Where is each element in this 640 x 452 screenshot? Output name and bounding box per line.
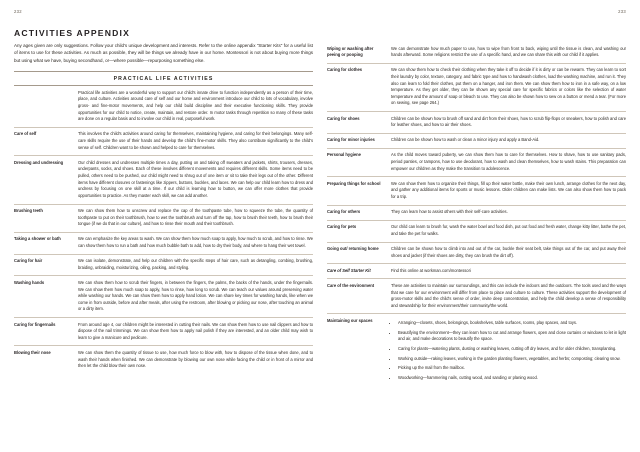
table-row (327, 42, 626, 63)
table-row (14, 254, 313, 276)
left-activities-table (14, 86, 313, 374)
table-row (14, 204, 313, 232)
table-row (14, 276, 313, 318)
folio-right: 233 (618, 9, 626, 14)
folio-left: 232 (14, 9, 22, 14)
activity-description (78, 86, 313, 127)
activity-description (78, 204, 313, 232)
activity-description (78, 232, 313, 254)
activity-label: Personal hygiene (327, 148, 391, 176)
activity-label: Going out/ returning home (327, 242, 391, 264)
activity-label: Care of the environment (327, 279, 391, 314)
activity-paragraph: Children can be shown how to brush off sand and dirt from their shoes, how to scrub flip-flops or sneakers, how to polish and care for leather shoes, and how to air their shoes. (391, 115, 626, 128)
activity-description (391, 264, 626, 279)
table-row (327, 205, 626, 220)
activity-description (391, 133, 626, 148)
activity-label: Caring for shoes (327, 112, 391, 134)
page-title: ACTIVITIES APPENDIX (14, 28, 131, 38)
activity-paragraph: We can show them how to unscrew and replace the cap of the toothpaste tube, how to squeeze the tube, the quantity of toothpaste to put on their toothbrush, how to wet the toothbrush and turn off the tap, how to brush their teeth, how to brush their tongue (if we do that in our culture), and how to rinse their mouth and their toothbrush. (78, 208, 313, 227)
activity-label: Caring for fingernails (14, 318, 78, 346)
page-columns (14, 42, 626, 438)
table-row (14, 156, 313, 204)
activity-paragraph: We can show them how to check their clothing when they take it off to decide if it is dirty or can be rewarm. They can learn to sort their laundry by color, texture, category, and fabric type and how to handwash clothes, load the washing machine, and run it. They also can learn to fold their clothes, put them on a hanger, and iron them. We can show them how to iron in a safe way, on a low temperature. As they get older, they can be shown any special care for specific fabrics or colors like the selection of water temperature and the amount of soap or bleach to use. They can also be shown how to sew on a button or mend a tear. (For more on sewing, see page 264.) (391, 67, 626, 106)
activity-label: Caring for minor injuries (327, 133, 391, 148)
table-row (327, 177, 626, 205)
activity-label: Preparing things for school (327, 177, 391, 205)
list-item: • Woodworking—hammering nails, cutting wood, and sanding or planing wood. (398, 375, 626, 382)
activity-paragraph: We can show them the quantity of tissue to use, how much force to blow with, how to dispose of the tissue when done, and to wash their hands when finished. We can demonstrate by blowing our own nose while facing the child or in front of a mirror and then let the child blow their own nose. (78, 349, 313, 369)
activity-label: Care of self (14, 127, 78, 155)
activity-label: Washing hands (14, 276, 78, 318)
activity-label: Brushing teeth (14, 204, 78, 232)
activity-paragraph: Our child dresses and undresses multiple times a day, putting on and taking off sweaters and jackets, shirts, trousers, dresses, underpants, socks, and shoes. Each of these involves different movements and requires different skills. Some items need to be pulled, others need to be pushed, our child might need to shrug out of one item or sit to take their legs out of the other. Different items have different closures or fastenings like zippers, buttons, buckles, and laces. We can help our child learn how to dress and undress by focusing on one skill at a time. If our child is learning how to button, we can offer more clothes that provide opportunities to practice. As they master each skill, we can add another. (78, 159, 313, 198)
activity-paragraph: Our child can learn to brush fur, wash the water bowl and food dish, put out food and fresh water, change kitty litter, bathe the pet, and take the pet for walks. (391, 224, 626, 236)
activity-label: Caring for clothes (327, 63, 391, 111)
list-item: • Working outside—raking leaves, working in the garden planting flowers, vegetables, and herbs; composting; clearing snow. (398, 356, 626, 363)
activity-description (78, 318, 313, 346)
activity-label: Dressing and undressing (14, 156, 78, 204)
activity-paragraph: We can show them how to organize their things, fill up their water bottle, make their own lunch, arrange clothes for the next day, and gather any additional items for sports or music lessons. Older children can make lists. We can also show them how to pack for a trip. (391, 180, 626, 199)
activity-description (391, 314, 626, 385)
table-row (327, 63, 626, 111)
activity-label: Blowing their nose (14, 349, 51, 355)
activity-label: Maintaining our spaces (327, 317, 373, 323)
activity-description (78, 156, 313, 204)
activity-paragraph: Children can be shown how to wash or clean a minor injury and apply a Band-Aid. (391, 137, 540, 143)
activity-description (391, 42, 626, 63)
activity-label (14, 86, 78, 127)
left-column (14, 42, 313, 438)
activity-paragraph: These are activities to maintain our surroundings, and this can include the indoors and the outdoors. The tools used and the ways that we care for our environment will differ from place to place and culture to culture. These activities support the development of gross-motor skills and the child's sense of order, invite deep concentration, and help the child develop a sense of responsibility and stewardship for their environment/their community/the world. (391, 282, 626, 308)
activity-label: Caring for pets (327, 220, 391, 242)
list-item: • Arranging—closets, shoes, belongings, bookshelves, table surfaces, rooms, play spaces, and toys. (398, 320, 626, 327)
table-row (14, 232, 313, 254)
table-row (327, 220, 626, 242)
activity-paragraph: Children can be shown how to climb into and out of the car, buckle their seat belt, take things out of the car, and put away their shoes and jacket (if their shoes are dirty, they can brush the dirt off). (391, 246, 626, 258)
activity-description (391, 63, 626, 111)
table-row (327, 148, 626, 176)
activity-description (78, 346, 313, 374)
activity-label: Caring for others (327, 205, 391, 220)
list-item: • Caring for plants—watering plants, dusting or washing leaves, cutting off dry leaves, and for older children, transplanting. (398, 346, 626, 353)
activity-description (391, 279, 626, 314)
table-row (327, 314, 626, 385)
activity-description (78, 276, 313, 318)
activity-paragraph: From around age 4, our children might be interested in cutting their nails. We can show them how to use nail clippers and how to dispose of the nail trimmings. We can show them how to apply nail polish if they are interested, and an older child may wish to learn to give a manicure and pedicure. (78, 321, 313, 340)
activity-paragraph: This involves the child's activities around caring for themselves, maintaining hygiene, and caring for their belongings. Many self-care skills require the use of their hands and develop the child's fine-motor skills. They also contribute significantly to the child's sense of self. Children want to be shown and helped to care for themselves. (78, 131, 313, 150)
activity-paragraph: We can isolate, demonstrate, and help our children with the specific steps of hair care, such as detangling, combing, brushing, braiding, unbraiding, moisturizing, oiling, packing, and styling. (78, 258, 313, 270)
list-item: • Beautifying the environment—they can learn how to cut and arrange flowers, open and close curtains or windows to let in light and air, and make decorations to beautify the space. (398, 330, 626, 343)
table-row (14, 86, 313, 127)
activity-label: Wiping or washing after peeing or pooping (327, 42, 391, 63)
intro-paragraph: Any ages given are only suggestions. Follow your child's unique development and interests. Refer to the online appendix "Starter Kits" for a useful list of items to use for these activities. As much as possible, they will be things we already have in our home. Montessori is not about buying more things but using what we have, buying secondhand, or—where possible—repurposing something else. (14, 43, 313, 63)
right-activities-table (327, 42, 626, 385)
activity-paragraph: We can show them how to scrub their fingers, in between the fingers, the palms, the backs of the hands, under the fingernails. We can show them how much soap to apply, how to rinse, how long to scrub. We can teach our values around preserving water while washing our hands. We can show them how to apply hand lotion. We can share key times for washing hands, like when we come in from outside, before and after meals, after using the restroom, after blowing or picking our nose, after touching an animal or a dirty item. (78, 279, 313, 312)
activity-bullet-list (391, 320, 626, 381)
activity-description (78, 127, 313, 155)
activity-description (391, 220, 626, 242)
activity-description (391, 112, 626, 134)
list-item: • Picking up the mail from the mailbox. (398, 365, 626, 372)
activity-paragraph: Find this online at workman.com/montessori (391, 267, 471, 273)
activity-label: Care of Self Starter Kit (327, 264, 391, 279)
table-row (14, 318, 313, 346)
activity-description (391, 242, 626, 264)
table-row (14, 346, 313, 374)
table-row (14, 127, 313, 155)
activity-label: Taking a shower or bath (14, 232, 78, 254)
activity-paragraph: They can learn how to assist others with their self-care activities. (391, 209, 508, 215)
table-row (327, 279, 626, 314)
activity-label: Caring for hair (14, 254, 78, 276)
right-column (327, 42, 626, 438)
activity-paragraph: We can demonstrate how much paper to use, how to wipe from front to back, wiping until the tissue is clean, and washing our hands afterward. Some religions restrict the use of a specific hand, and we can share this with our child if it applies. (391, 45, 626, 58)
activity-description (391, 177, 626, 205)
activity-description (391, 148, 626, 176)
activity-paragraph: Practical life activities are a wonderful way to support our child's innate drive to function independently as a person of their time, place, and culture. Activities around care of self and our home and environment introduce our child to lots of vocabulary, involve gross- and fine-motor movements, and help our child build discipline and their executive functioning skills. They provide opportunities for our child to notice, create, maintain, and restore order. In motor tasks through repetition so many of these tasks are done on a regular basis and to involve our child in real, purposeful work. (78, 89, 313, 122)
table-row (327, 112, 626, 134)
activity-paragraph: As the child moves toward puberty, we can show them how to care for themselves. How to shave, how to use sanitary pads, period panties, or tampons, how to use deodorant, how to wash and clean themselves, how to wash stains. This preparation can empower our children as they make the transition to adolescence. (391, 152, 626, 171)
table-row (327, 133, 626, 148)
activity-paragraph: We can emphasize the key areas to wash. We can show them how much soap to apply, how much to scrub, and how to rinse. We can show them how to run a bath and how much bubble bath to add, how to dry their body, and where to hang their wet towel. (78, 236, 313, 249)
table-row (327, 264, 626, 279)
activity-description (78, 254, 313, 276)
table-row (327, 242, 626, 264)
table-header: PRACTICAL LIFE ACTIVITIES (14, 71, 313, 86)
activity-description (391, 205, 626, 220)
